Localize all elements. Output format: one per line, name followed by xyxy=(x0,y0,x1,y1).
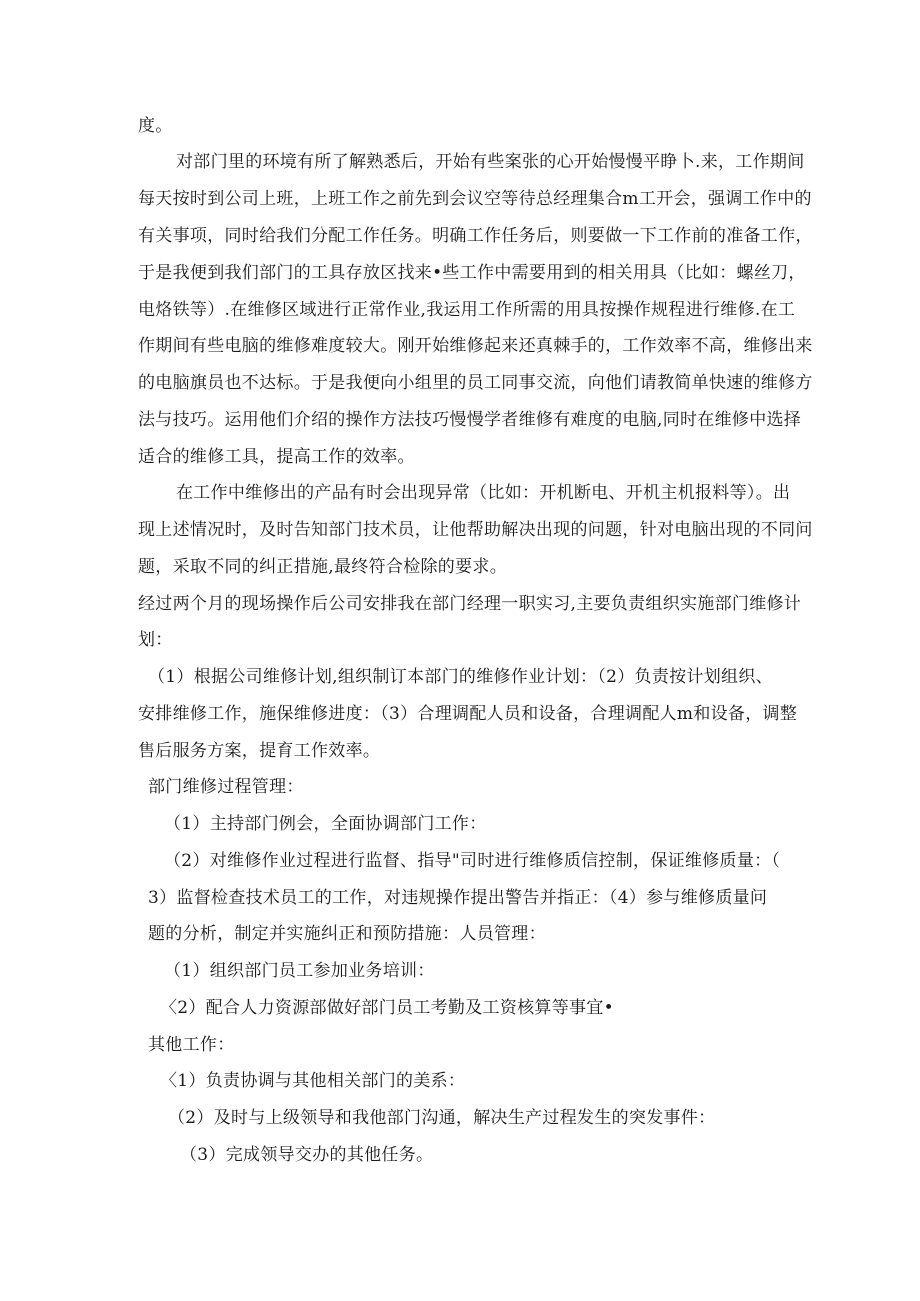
text-line: 经过两个月的现场操作后公司安排我在部门经理一职实习,主要负责组织实施部门维修计 xyxy=(138,594,802,614)
text-line: 〈2）配合人力资源部做好部门员工考勤及工资核算等事宜• xyxy=(160,998,614,1018)
text-line: 售后服务方案，提育工作效率。 xyxy=(138,741,381,761)
text-line: 题，采取不同的纠正措施,最终符合检除的要求。 xyxy=(138,557,508,577)
text-line: 的电脑旗员也不达标。于是我便向小组里的员工同事交流，向他们请教简单快速的维修方 xyxy=(138,373,813,393)
text-line: 作期间有些电脑的维修难度较大。刚开始维修起来还真棘手的，工作效率不高，维修出来 xyxy=(138,336,813,356)
text-line: （1）组织部门员工参加业务培训： xyxy=(164,961,435,981)
text-line: 安排维修工作，施保维修进度：（3）合理调配人员和设备，合理调配人m和设备，调整 xyxy=(138,704,798,724)
text-line: 对部门里的环境有所了解熟悉后，开始有些案张的心开始慢慢平睁卜.来，工作期间 xyxy=(176,152,805,172)
section-heading: 部门维修过程管理： xyxy=(148,777,304,797)
text-line: 在工作中维修出的产品有时会出现异常（比如：开机断电、开机主机报料等）。出 xyxy=(176,483,791,503)
text-line: 现上述情况时，及时告知部门技术员，让他帮助解决出现的问题，针对电脑出现的不同问 xyxy=(138,520,813,540)
text-line: 每天按时到公司上班，上班工作之前先到会议空等待总经理集合m工开会，强调工作中的 xyxy=(138,189,812,209)
text-line: （1）主持部门例会，全面协调部门工作： xyxy=(164,814,487,834)
text-line: （1）根据公司维修计划,组织制订本部门的维修作业计划：（2）负责按计划组织、 xyxy=(148,667,773,687)
text-line: 电烙铁等）.在维修区域进行正常作业,我运用工作所需的用具按操作规程进行维修.在工 xyxy=(138,300,796,320)
text-line: 划： xyxy=(138,630,173,650)
text-line: （2）对维修作业过程进行监督、指导"司时进行维修质信控制，保证维修质量：（ xyxy=(164,851,781,871)
text-line: 题的分析，制定并实施纠正和预防措施：人员管理： xyxy=(148,924,546,944)
section-heading: 其他工作： xyxy=(148,1035,235,1055)
text-line: 有关事项，同时给我们分配工作任务。明确工作任务后，则要做一下工作前的准备工作， xyxy=(138,226,813,246)
text-line: （3）完成领导交办的其他任务。 xyxy=(180,1145,434,1165)
text-line: 法与技巧。运用他们介绍的操作方法技巧慢慢学者维修有难度的电脑,同时在维修中选择 xyxy=(138,410,802,430)
text-line: 适合的维修工具，提高工作的效率。 xyxy=(138,447,415,467)
text-line: 度。 xyxy=(138,116,173,136)
text-line: 3）监督检查技术员工的工作，对违规操作提出警告并指正：（4）参与维修质量问 xyxy=(148,888,768,908)
text-line: 于是我便到我们部门的工具存放区找来•些工作中需要用到的相关用具（比如：螺丝刀， xyxy=(138,263,806,283)
text-line: 〈1）负责协调与其他相关部门的美系： xyxy=(160,1071,466,1091)
text-line: （2）及时与上级领导和我他部门沟通，解决生产过程发生的突发事件： xyxy=(168,1108,716,1128)
